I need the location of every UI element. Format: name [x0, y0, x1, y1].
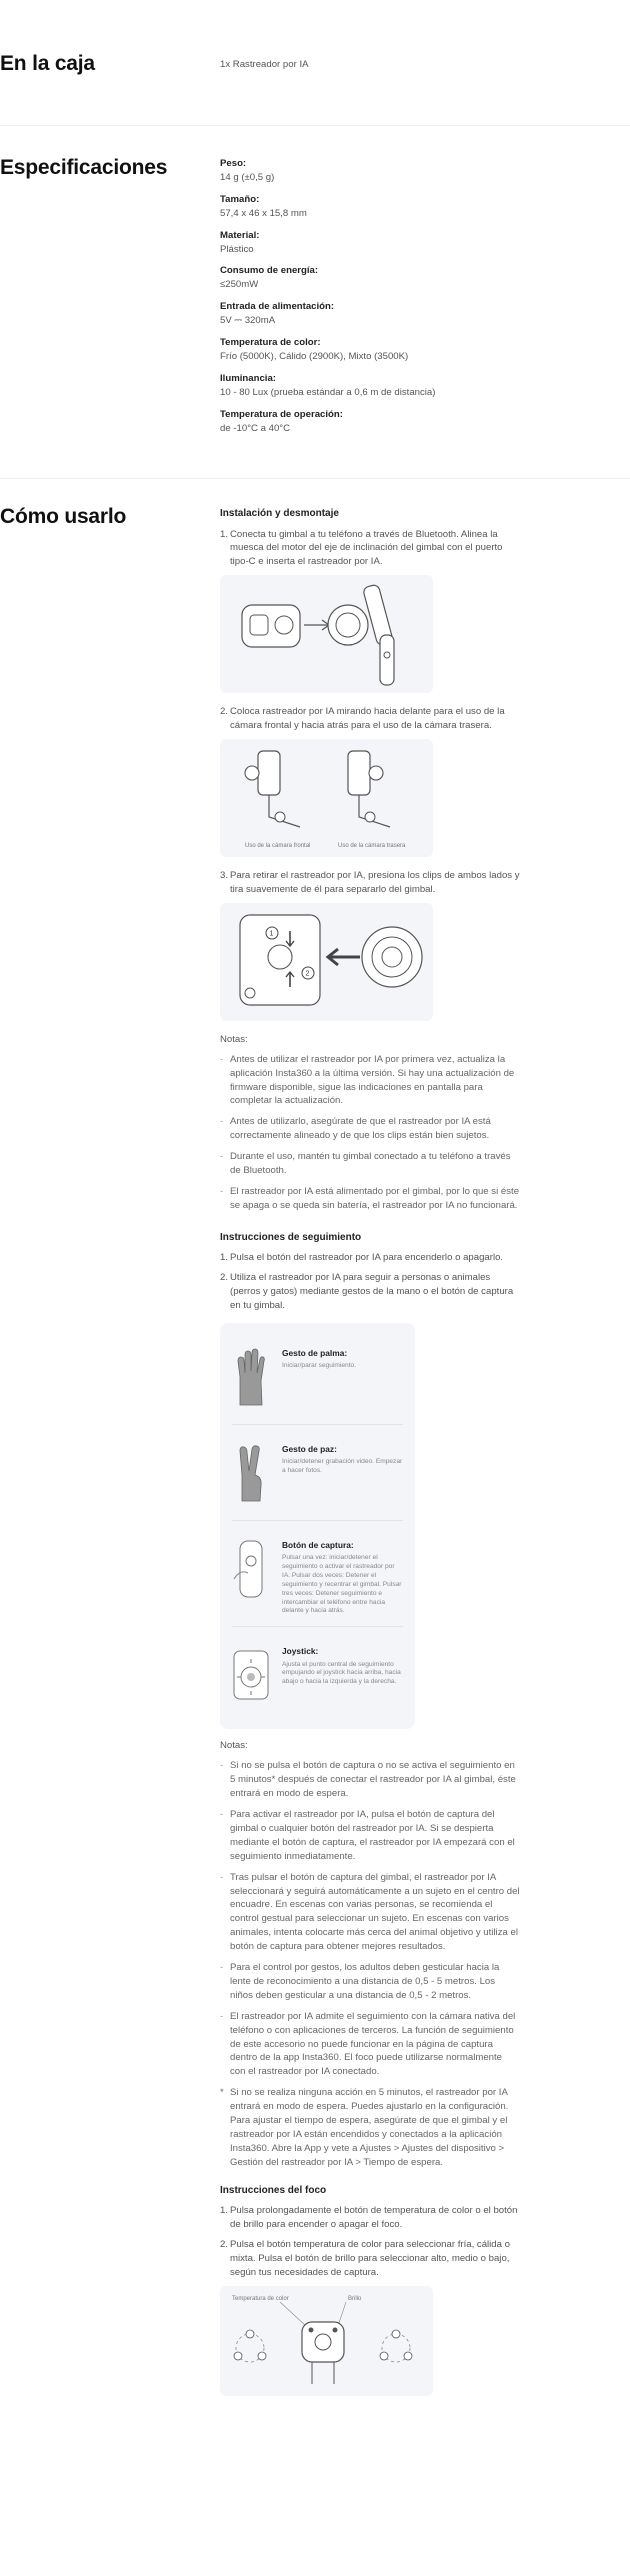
- bullet-dash: -: [220, 1760, 224, 1772]
- note-text: El rastreador por IA está alimentado por el gimbal, por lo que si éste se apaga o se queda sin batería, el rastreador por IA no funcionará.: [230, 1186, 520, 1211]
- install-heading: Instalación y desmontaje: [220, 508, 339, 519]
- figure-camera-orientation: [220, 739, 433, 857]
- focus-light-illustration: [220, 2286, 433, 2396]
- spec-value: 5V ⎓ 320mA: [220, 315, 276, 327]
- gesture-title: Botón de captura:: [282, 1539, 354, 1550]
- spec-item: [220, 157, 520, 185]
- tracking-note: [220, 1961, 520, 2003]
- spec-item: [220, 193, 520, 221]
- spec-label: Temperatura de color:: [220, 337, 321, 349]
- step-number: 2.: [220, 1272, 229, 1284]
- tracking-step: [220, 1251, 520, 1265]
- step-text: Coloca rastreador por IA mirando hacia delante para el uso de la cámara frontal y hacia atrás para el uso de la cámara trasera.: [230, 706, 505, 732]
- note-text: Si no se pulsa el botón de captura o no se activa el seguimiento en 5 minutos* después de conectar el rastreador por IA al gimbal, éste entrará en modo de espera.: [230, 1760, 516, 1800]
- step-text: Pulsa prolongadamente el botón de temperatura de color o el botón de brillo para encender o apagar el foco.: [230, 2205, 518, 2231]
- install-note: [220, 1150, 520, 1178]
- gesture-text: [282, 1531, 403, 1616]
- specs-title: Especificaciones: [0, 156, 168, 179]
- gesture-row: [232, 1521, 403, 1627]
- step-text: Pulsa el botón temperatura de color para seleccionar fría, cálida o mixta. Pulsa el botón de brillo para seleccionar alto, medio o bajo, según tus necesidades de captura.: [230, 2239, 510, 2278]
- figure-gimbal-insert: [220, 575, 433, 693]
- focus-step: [220, 2204, 520, 2232]
- usage-title: Cómo usarlo: [0, 505, 127, 528]
- step-number: 1.: [220, 1252, 229, 1264]
- install-notes-title: Notas:: [220, 1033, 248, 1045]
- note-text: Para el control por gestos, los adultos deben gesticular hacia la lente de reconocimiento a una distancia de 0,5 - 5 metros. Los niños deben gesticular a una distancia de 0,5 - 2 metros.: [230, 1962, 500, 2001]
- spec-value: Plástico: [220, 243, 254, 255]
- in-box-content: [220, 58, 520, 72]
- tracking-note: [220, 1759, 520, 1801]
- spec-label: Material:: [220, 229, 260, 241]
- tracking-notes-title: Notas:: [220, 1740, 248, 1752]
- bullet-dash: -: [220, 1808, 224, 1820]
- gesture-desc: Ajusta el punto central de seguimiento empujando el joystick hacia arriba, hacia abajo o hacia la izquierda y la derecha.: [282, 1660, 401, 1686]
- note-text: Antes de utilizarlo, asegúrate de que el rastreador por IA está correctamente alineado y de que los clips están bien sujetos.: [230, 1116, 491, 1142]
- tracking-step: [220, 1271, 520, 1313]
- step-text: Pulsa el botón del rastreador por IA para encenderlo o apagarlo.: [230, 1252, 504, 1264]
- spec-value: ≤250mW: [220, 279, 259, 291]
- tracking-star-note: [220, 2086, 520, 2169]
- spec-label: Consumo de energía:: [220, 265, 319, 277]
- figure-remove-tracker: [220, 903, 433, 1021]
- front-camera-label: Uso de la cámara frontal: [245, 843, 311, 850]
- shutter-button-icon: [232, 1539, 270, 1599]
- gesture-desc: Iniciar/detener grabación video. Empezar a hacer fotos.: [282, 1458, 403, 1475]
- bullet-dash: -: [220, 1962, 224, 1974]
- step-number: 1.: [220, 2205, 229, 2217]
- gesture-row: [232, 1425, 403, 1521]
- divider: [0, 478, 630, 479]
- install-note: [220, 1053, 520, 1109]
- spec-item: [220, 300, 520, 328]
- step-text: Utiliza el rastreador por IA para seguir a personas o animales (perros y gatos) mediante gestos de la mano o el botón de captura en tu gimbal.: [230, 1272, 514, 1312]
- in-box-title: En la caja: [0, 52, 95, 75]
- note-text: Para activar el rastreador por IA, pulsa el botón de captura del gimbal o cualquier botón del rastreador por IA. Si se despierta mediante el botón de captura, el rastreador por IA empezará con el seguimiento inmediatamente.: [230, 1808, 515, 1862]
- bullet-dash: -: [220, 1871, 224, 1883]
- rear-camera-label: Uso de la cámara trasera: [338, 843, 406, 850]
- spec-item: [220, 264, 520, 292]
- spec-label: Entrada de alimentación:: [220, 301, 335, 313]
- spec-value: de -10°C a 40°C: [220, 422, 291, 434]
- gesture-title: Joystick:: [282, 1646, 319, 1657]
- palm-hand-icon: [232, 1347, 270, 1407]
- color-temp-label: Temperatura de color: [232, 2295, 289, 2302]
- spec-item: [220, 336, 520, 364]
- specs-list: [220, 157, 520, 444]
- note-text: Tras pulsar el botón de captura del gimbal, el rastreador por IA seleccionará y seguirá automáticamente a un sujeto en el centro del encuadre. En escenas con varias personas, se recomienda el control gestual para seleccionar un sujeto. En escenas con varios animales, intenta colocarte más cerca del animal objetivo y utiliza el botón de captura para obtener mejores resultados.: [230, 1871, 520, 1953]
- step-number: 3.: [220, 870, 229, 882]
- spec-item: [220, 372, 520, 400]
- peace-sign-icon: [232, 1443, 270, 1503]
- gesture-text: [282, 1435, 403, 1476]
- note-text: El rastreador por IA admite el seguimiento con la cámara nativa del teléfono o con aplicaciones de terceros. La función de seguimiento de este accesorio no puede funcionar en la página de captura dentro de la app Insta360. El foco puede utilizarse normalmente con el rastreador por IA conectado.: [230, 2010, 516, 2078]
- camera-orientation-illustration: [220, 739, 433, 857]
- bullet-dash: -: [220, 1151, 224, 1163]
- star-marker: *: [220, 2087, 224, 2099]
- spec-label: Temperatura de operación:: [220, 408, 343, 420]
- gesture-text: [282, 1637, 403, 1687]
- step-number: 1.: [220, 528, 229, 540]
- usage-content: [220, 507, 520, 2408]
- spec-label: Peso:: [220, 158, 247, 169]
- gesture-title: Gesto de palma:: [282, 1347, 348, 1358]
- gimbal-insert-illustration: [220, 575, 433, 693]
- install-step: [220, 528, 520, 570]
- note-text: Durante el uso, mantén tu gimbal conectado a tu teléfono a través de Bluetooth.: [230, 1151, 511, 1177]
- gesture-row: [232, 1627, 403, 1723]
- bullet-dash: -: [220, 1116, 224, 1128]
- bullet-dash: -: [220, 1053, 224, 1065]
- bullet-dash: -: [220, 1186, 224, 1197]
- gesture-title: Gesto de paz:: [282, 1443, 337, 1454]
- tracking-heading: Instrucciones de seguimiento: [220, 1231, 362, 1243]
- step-text: Conecta tu gimbal a tu teléfono a través de Bluetooth. Alinea la muesca del motor del eje de inclinación del gimbal con el puerto tipo-C e inserta el rastreador por IA.: [230, 528, 503, 568]
- step-number: 2.: [220, 2239, 229, 2251]
- remove-tracker-illustration: [220, 903, 433, 1021]
- spec-value: Frío (5000K), Cálido (2900K), Mixto (3500K): [220, 350, 409, 362]
- focus-heading: Instrucciones del foco: [220, 2184, 327, 2196]
- install-note: [220, 1185, 520, 1213]
- step-text: Para retirar el rastreador por IA, presiona los clips de ambos lados y tira suavemente de él para separarlo del gimbal.: [230, 870, 520, 895]
- in-box-item: 1x Rastreador por IA: [220, 59, 309, 70]
- focus-step: [220, 2238, 520, 2280]
- tracking-note: [220, 1871, 520, 1954]
- spec-value: 57,4 x 46 x 15,8 mm: [220, 207, 307, 219]
- spec-value: 10 - 80 Lux (prueba estándar a 0,6 m de distancia): [220, 386, 436, 398]
- step-number: 2.: [220, 706, 229, 718]
- spec-label: Tamaño:: [220, 193, 260, 205]
- brightness-label: Brillo: [348, 2295, 362, 2302]
- spec-item: [220, 229, 520, 257]
- step-1-marker: 1: [269, 930, 274, 938]
- spec-label: Iluminancia:: [220, 372, 276, 384]
- spec-item: [220, 408, 520, 436]
- install-step: [220, 869, 520, 897]
- tracking-note: [220, 2010, 520, 2080]
- figure-focus-light: [220, 2286, 433, 2396]
- gesture-row: [232, 1329, 403, 1425]
- gesture-desc: Iniciar/parar seguimiento.: [282, 1362, 357, 1370]
- note-text: Antes de utilizar el rastreador por IA por primera vez, actualiza la aplicación Insta360 a la última versión. Si hay una actualización de firmware disponible, sigue las indicaciones en pantalla para completar la actualización.: [230, 1053, 515, 1107]
- divider: [0, 125, 630, 126]
- gesture-card: [220, 1323, 415, 1729]
- install-note: [220, 1115, 520, 1143]
- spec-value: 14 g (±0,5 g): [220, 171, 275, 183]
- note-text: Si no se realiza ninguna acción en 5 minutos, el rastreador por IA entrará en modo de espera. Puedes ajustarlo en la configuración. Para ajustar el tiempo de espera, asegúrate de que el gimbal y el rastreador por IA están encendidos y conectados a la aplicación Insta360. Abre la App y vete a Ajustes > Ajustes del dispositivo > Gestión del rastreador por IA > Tiempo de espera.: [230, 2087, 509, 2168]
- gesture-text: [282, 1339, 403, 1371]
- step-2-marker: 2: [305, 970, 310, 978]
- install-step: [220, 705, 520, 733]
- joystick-icon: [232, 1645, 270, 1705]
- bullet-dash: -: [220, 2010, 224, 2022]
- tracking-note: [220, 1808, 520, 1864]
- gesture-desc: Pulsar una vez: iniciar/detener el seguimiento o activar el rastreador por IA. Pulsar dos veces: Detener el seguimiento y recentrar el gimbal. Pulsar tres veces: Detener seguimiento e intercambiar el teléfono entre hacia delante y hacia atrás.: [282, 1554, 402, 1615]
